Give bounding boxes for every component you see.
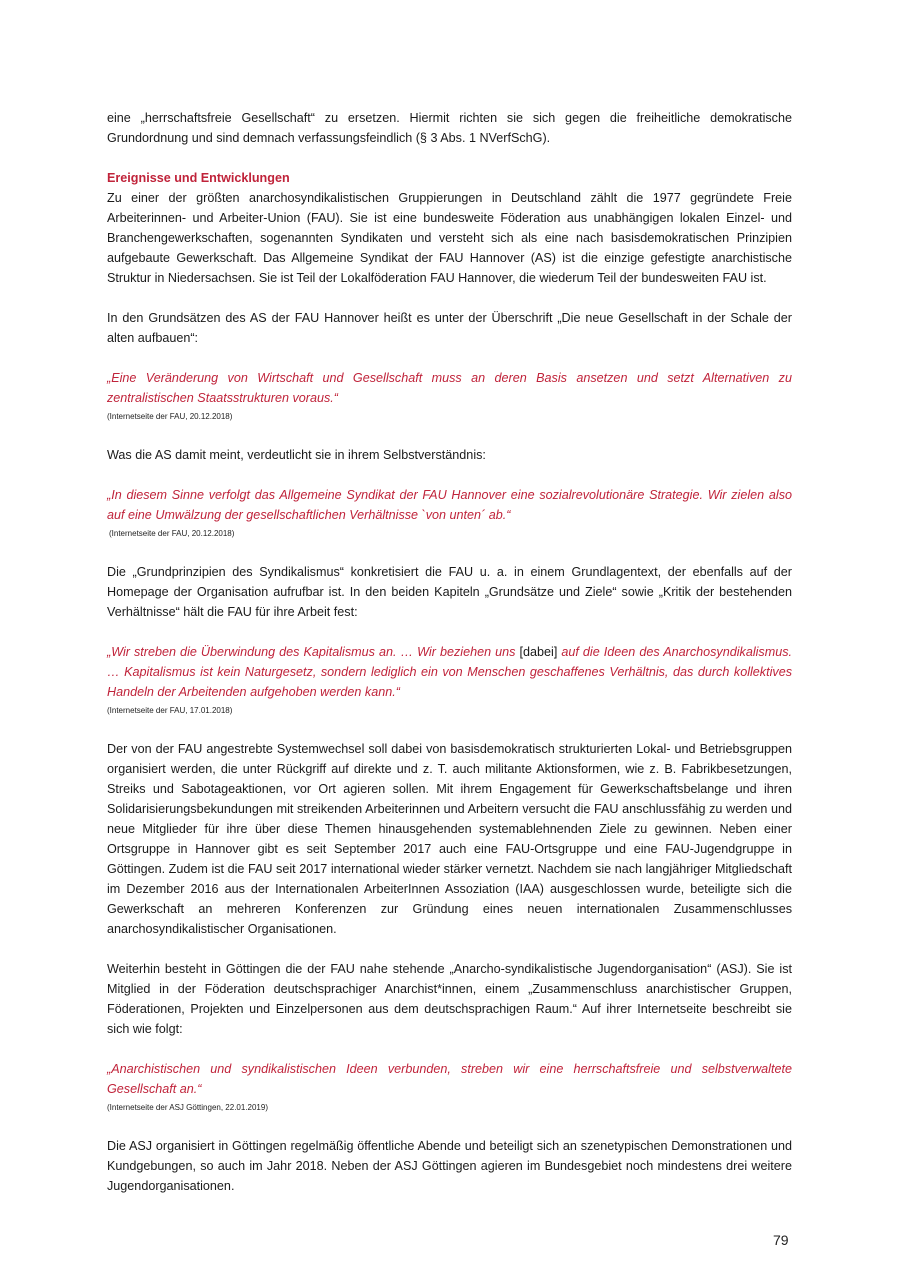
quote-source: (Internetseite der FAU, 20.12.2018) <box>107 412 233 421</box>
quote-herrschaftsfrei: „Anarchistischen und syndikalistischen Ideen verbunden, streben wir eine herrschaftsfreie und selbstverwaltete Gesellschaft an.“ <box>107 1062 792 1096</box>
paragraph-grundsaetze: In den Grundsätzen des AS der FAU Hannover heißt es unter der Überschrift „Die neue Gesellschaft in der Schale der alten aufbauen“: <box>107 311 792 345</box>
paragraph-fau-overview: Zu einer der größten anarchosyndikalistischen Gruppierungen in Deutschland zählt die 1977 gegründete Freie Arbeiterinnen- und Arbeiter-Union (FAU). Sie ist eine bundesweite Föderation aus unabhängigen lokalen Einzel- und Branchengewerkschaften, sogenannten Syndikaten und versteht sich als eine nach basisdemokratischen Prinzipien aufgebaute Gewerkschaft. Das Allgemeine Syndikat der FAU Hannover (AS) ist die einzige gefestigte anarchistische Struktur in Niedersachsen. Sie ist Teil der Lokalföderation FAU Hannover, die wiederum Teil der bundesweiten FAU ist. <box>107 191 792 285</box>
paragraph-asj: Weiterhin besteht in Göttingen die der FAU nahe stehende „Anarcho-syndikalistische Jugendorganisation“ (ASJ). Sie ist Mitglied in der Föderation deutschsprachiger Anarchist*innen, einem „Zusammenschluss anarchistischer Gruppen, Föderationen, Projekten und Einzelpersonen aus dem deutschsprachigen Raum.“ Auf ihrer Internetseite beschreibt sie sich wie folgt: <box>107 962 792 1036</box>
quote-kapitalismus <box>107 642 792 702</box>
page-number: 79 <box>773 1232 789 1248</box>
document-page <box>107 108 792 1216</box>
quote-part: auf die Ideen des Anarchosyndikalismus. … Kapitalismus ist kein Naturgesetz, sondern lediglich ein von Menschen geschaffenes Verhältnis, das durch kollektives Handeln der Arbeitenden aufgehoben werden kann.“ <box>107 645 793 699</box>
paragraph-grundprinzipien: Die „Grundprinzipien des Syndikalismus“ konkretisiert die FAU u. a. in einem Grundlagentext, der ebenfalls auf der Homepage der Organisation aufrufbar ist. In den beiden Kapiteln „Grundsätze und Ziele“ sowie „Kritik der bestehenden Verhältnisse“ hält die FAU für ihre Arbeit fest: <box>107 565 792 619</box>
quote-veraenderung: „Eine Veränderung von Wirtschaft und Gesellschaft muss an deren Basis ansetzen und setzt Alternativen zu zentralistischen Staatsstrukturen voraus.“ <box>107 371 792 405</box>
quote-insertion: [dabei] <box>519 645 558 659</box>
section-heading: Ereignisse und Entwicklungen <box>107 171 290 185</box>
quote-part: „Wir streben die Überwindung des Kapitalismus an. … Wir beziehen uns <box>107 645 520 659</box>
quote-sozialrevolutionaer: „In diesem Sinne verfolgt das Allgemeine Syndikat der FAU Hannover eine sozialrevolutionäre Strategie. Wir zielen also auf eine Umwälzung der gesellschaftlichen Verhältnisse `von unten´ ab.“ <box>107 488 792 522</box>
quote-source: (Internetseite der FAU, 20.12.2018) <box>109 529 235 538</box>
intro-paragraph: eine „herrschaftsfreie Gesellschaft“ zu ersetzen. Hiermit richten sie sich gegen die freiheitliche demokratische Grundordnung und sind demnach verfassungsfeindlich (§ 3 Abs. 1 NVerfSchG). <box>107 111 792 145</box>
paragraph-asj-aktivitaeten: Die ASJ organisiert in Göttingen regelmäßig öffentliche Abende und beteiligt sich an szenetypischen Demonstrationen und Kundgebungen, so auch im Jahr 2018. Neben der ASJ Göttingen agieren im Bundesgebiet noch mindestens drei weitere Jugendorganisationen. <box>107 1139 792 1193</box>
paragraph-systemwechsel: Der von der FAU angestrebte Systemwechsel soll dabei von basisdemokratisch strukturierten Lokal- und Betriebsgruppen organisiert werden, die unter Rückgriff auf direkte und z. T. auch militante Aktionsformen, wie z. B. Fabrikbesetzungen, Streiks und Sabotageaktionen, vor Ort agieren sollen. Mit ihrem Engagement für Gewerkschaftsbelange und ihren Solidarisierungsbekundungen mit streikenden Arbeiterinnen und Arbeitern versucht die FAU anschlussfähig zu werden und neue Mitglieder für ihre über diese Themen hinausgehenden systemablehnenden Ziele zu gewinnen. Neben einer Ortsgruppe in Hannover gibt es seit September 2017 auch eine FAU-Ortsgruppe und eine FAU-Jugendgruppe in Göttingen. Zudem ist die FAU seit 2017 international wieder stärker vernetzt. Nachdem sie nach langjähriger Mitgliedschaft im Dezember 2016 aus der Internationalen ArbeiterInnen Assoziation (IAA) ausgeschlossen wurde, beteiligte sich die Gewerkschaft an mehreren Konferenzen zur Gründung eines neuen internationalen Zusammenschlusses anarchosyndikalistischer Organisationen. <box>107 742 792 936</box>
quote-source: (Internetseite der ASJ Göttingen, 22.01.2019) <box>107 1103 268 1112</box>
paragraph-selbstverstaendnis: Was die AS damit meint, verdeutlicht sie in ihrem Selbstverständnis: <box>107 448 486 462</box>
quote-source: (Internetseite der FAU, 17.01.2018) <box>107 706 233 715</box>
